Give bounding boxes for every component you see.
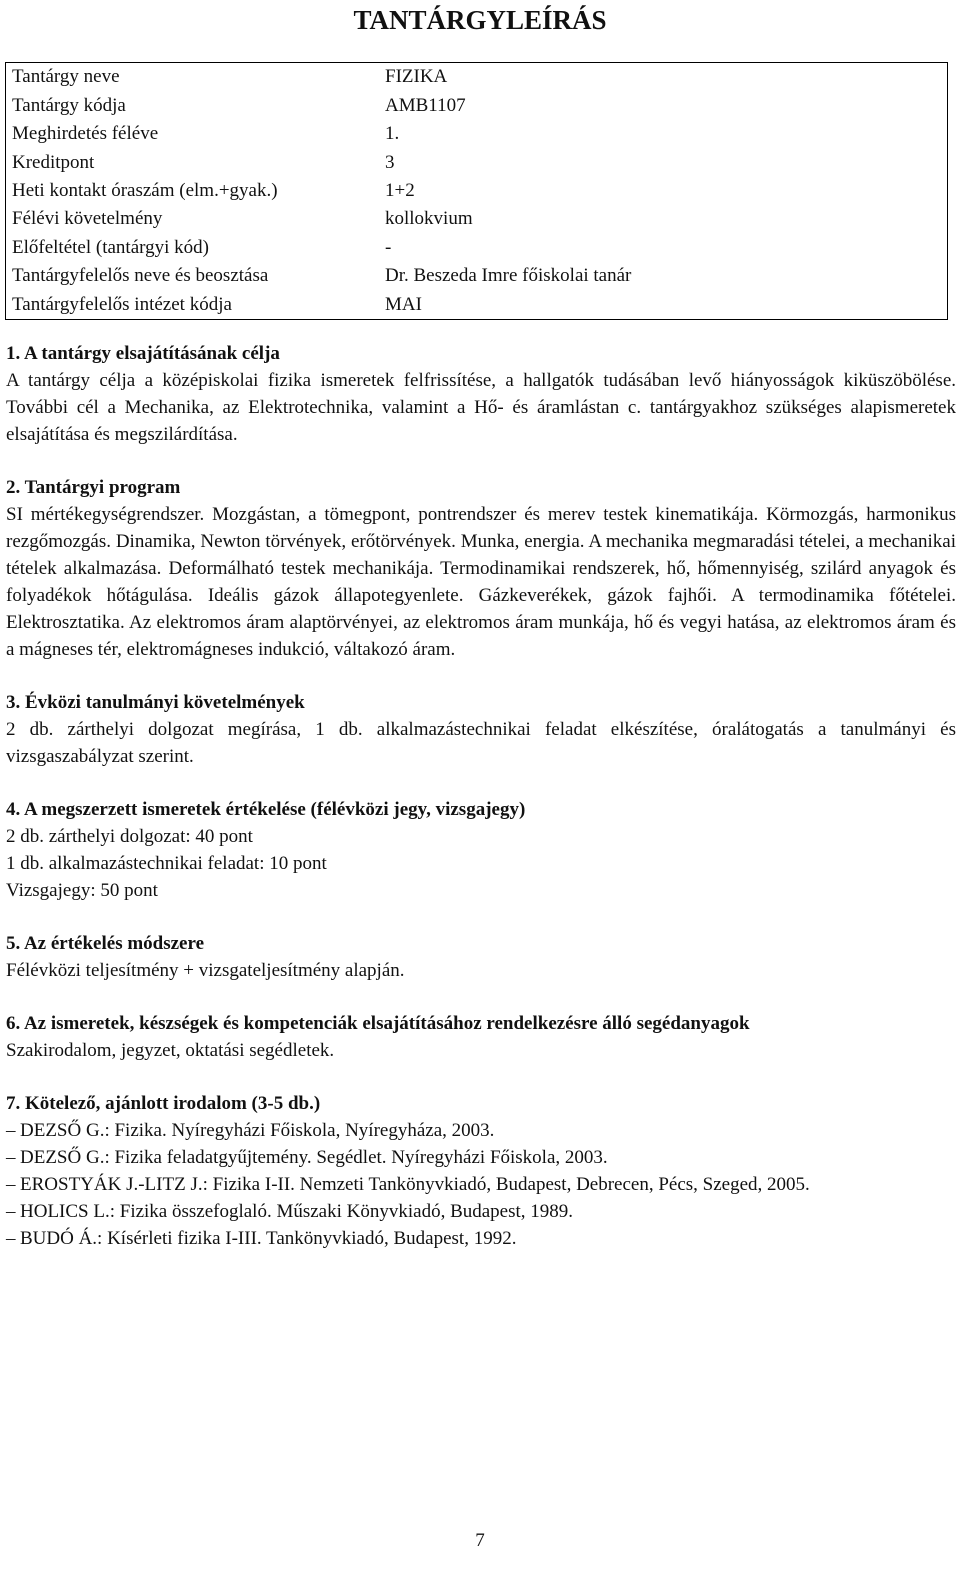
section-heading: 6. Az ismeretek, készségek és kompetenciák elsajátításához rendelkezésre álló segédanyagok [6, 1013, 750, 1034]
section-heading: 4. A megszerzett ismeretek értékelése (félévközi jegy, vizsgajegy) [6, 799, 526, 820]
row-label: Félévi követelmény [12, 208, 163, 230]
row-label: Tantárgyfelelős neve és beosztása [12, 265, 269, 287]
dash-bullet-icon: – [6, 1228, 16, 1249]
row-value: MAI [385, 293, 422, 315]
section-requirements [6, 689, 956, 770]
reference-text: EROSTYÁK J.-LITZ J.: Fizika I-II. Nemzeti Tankönyvkiadó, Budapest, Debrecen, Pécs, Szeged, 2005. [20, 1174, 810, 1195]
table-row [6, 148, 948, 176]
section-heading: 1. A tantárgy elsajátításának célja [6, 343, 280, 364]
section-text: SI mértékegységrendszer. Mozgástan, a tömegpont, pontrendszer és merev testek kinematikája. Körmozgás, harmonikus rezgőmozgás. Dinamika, Newton törvények, erőtörvények. Munka, energia. A mechanika megmaradási tételei, a mechanikai tételek alkalmazása. Deformálható testek mechanikája. Termodinamikai rendszerek, hő, hőmennyiség, szilárd anyagok és folyadékok hőtágulása. Ideális gázok állapotegyenlete. Gázkeverékek, gázok fajhői. A termodinamika főtételei. Elektrosztatika. Az elektromos áram alaptörvényei, az elektromos áram munkája, hő és vegyi hatása, az elektromos áram és a mágneses tér, elektromágneses indukció, váltakozó áram. [6, 504, 956, 660]
row-value: 3 [385, 151, 395, 173]
list-item [6, 1117, 956, 1144]
row-value: - [385, 236, 392, 258]
reference-text: BUDÓ Á.: Kísérleti fizika I-III. Tankönyvkiadó, Budapest, 1992. [20, 1228, 517, 1249]
row-value: kollokvium [385, 208, 473, 230]
section-text: 2 db. zárthelyi dolgozat megírása, 1 db. alkalmazástechnikai feladat elkészítése, óralátogatás a tanulmányi és vizsgaszabályzat szerint. [6, 719, 956, 767]
dash-bullet-icon: – [6, 1147, 16, 1168]
row-value: Dr. Beszeda Imre főiskolai tanár [385, 265, 632, 287]
table-row [6, 177, 948, 205]
row-value: 1+2 [385, 179, 415, 201]
section-goal [6, 340, 956, 448]
row-value: AMB1107 [385, 94, 466, 116]
section-text: Szakirodalom, jegyzet, oktatási segédletek. [6, 1040, 335, 1061]
list-item [6, 1225, 956, 1252]
list-item [6, 1198, 956, 1225]
row-label: Meghirdetés féléve [12, 123, 159, 145]
reference-text: DEZSŐ G.: Fizika feladatgyűjtemény. Segédlet. Nyíregyházi Főiskola, 2003. [20, 1147, 608, 1168]
section-program [6, 474, 956, 663]
row-label: Tantárgyfelelős intézet kódja [12, 293, 232, 315]
dash-bullet-icon: – [6, 1174, 16, 1195]
table-row [6, 120, 948, 148]
course-info-table [5, 62, 948, 320]
row-value: 1. [385, 123, 400, 145]
section-heading: 3. Évközi tanulmányi követelmények [6, 692, 305, 713]
table-row [6, 291, 948, 320]
dash-bullet-icon: – [6, 1120, 16, 1141]
reference-text: DEZSŐ G.: Fizika. Nyíregyházi Főiskola, Nyíregyháza, 2003. [20, 1120, 495, 1141]
section-heading: 5. Az értékelés módszere [6, 933, 205, 954]
reference-text: HOLICS L.: Fizika összefoglaló. Műszaki Könyvkiadó, Budapest, 1989. [20, 1201, 574, 1222]
page-number: 7 [475, 1530, 485, 1551]
list-item [6, 1171, 956, 1198]
list-item [6, 1144, 956, 1171]
section-evaluation [6, 796, 956, 904]
dash-bullet-icon: – [6, 1201, 16, 1222]
evaluation-line: 1 db. alkalmazástechnikai feladat: 10 pont [6, 853, 327, 874]
evaluation-line: 2 db. zárthelyi dolgozat: 40 pont [6, 826, 253, 847]
evaluation-line: Vizsgajegy: 50 pont [6, 880, 158, 901]
section-literature [6, 1090, 956, 1252]
row-label: Heti kontakt óraszám (elm.+gyak.) [12, 179, 278, 201]
document-content [6, 340, 956, 1278]
row-value: FIZIKA [385, 66, 448, 88]
section-heading: 7. Kötelező, ajánlott irodalom (3-5 db.) [6, 1093, 321, 1114]
reference-list [6, 1117, 956, 1252]
row-label: Tantárgy neve [12, 66, 120, 88]
section-materials [6, 1010, 956, 1064]
section-text: A tantárgy célja a középiskolai fizika ismeretek felfrissítése, a hallgatók tudásában levő hiányosságok kiküszöbölése. További cél a Mechanika, az Elektrotechnika, valamint a Hő- és áramlástan c. tantárgyakhoz szükséges alapismeretek elsajátítása és megszilárdítása. [6, 370, 956, 445]
table-row [6, 262, 948, 290]
section-heading: 2. Tantárgyi program [6, 477, 181, 498]
table-row [6, 91, 948, 119]
page-title: TANTÁRGYLEÍRÁS [353, 5, 607, 35]
table-row [6, 63, 948, 92]
row-label: Kreditpont [12, 151, 95, 173]
table-row [6, 205, 948, 233]
row-label: Tantárgy kódja [12, 94, 126, 116]
section-text: Félévközi teljesítmény + vizsgateljesítmény alapján. [6, 960, 405, 981]
section-method [6, 930, 956, 984]
row-label: Előfeltétel (tantárgyi kód) [12, 236, 209, 258]
table-row [6, 234, 948, 262]
